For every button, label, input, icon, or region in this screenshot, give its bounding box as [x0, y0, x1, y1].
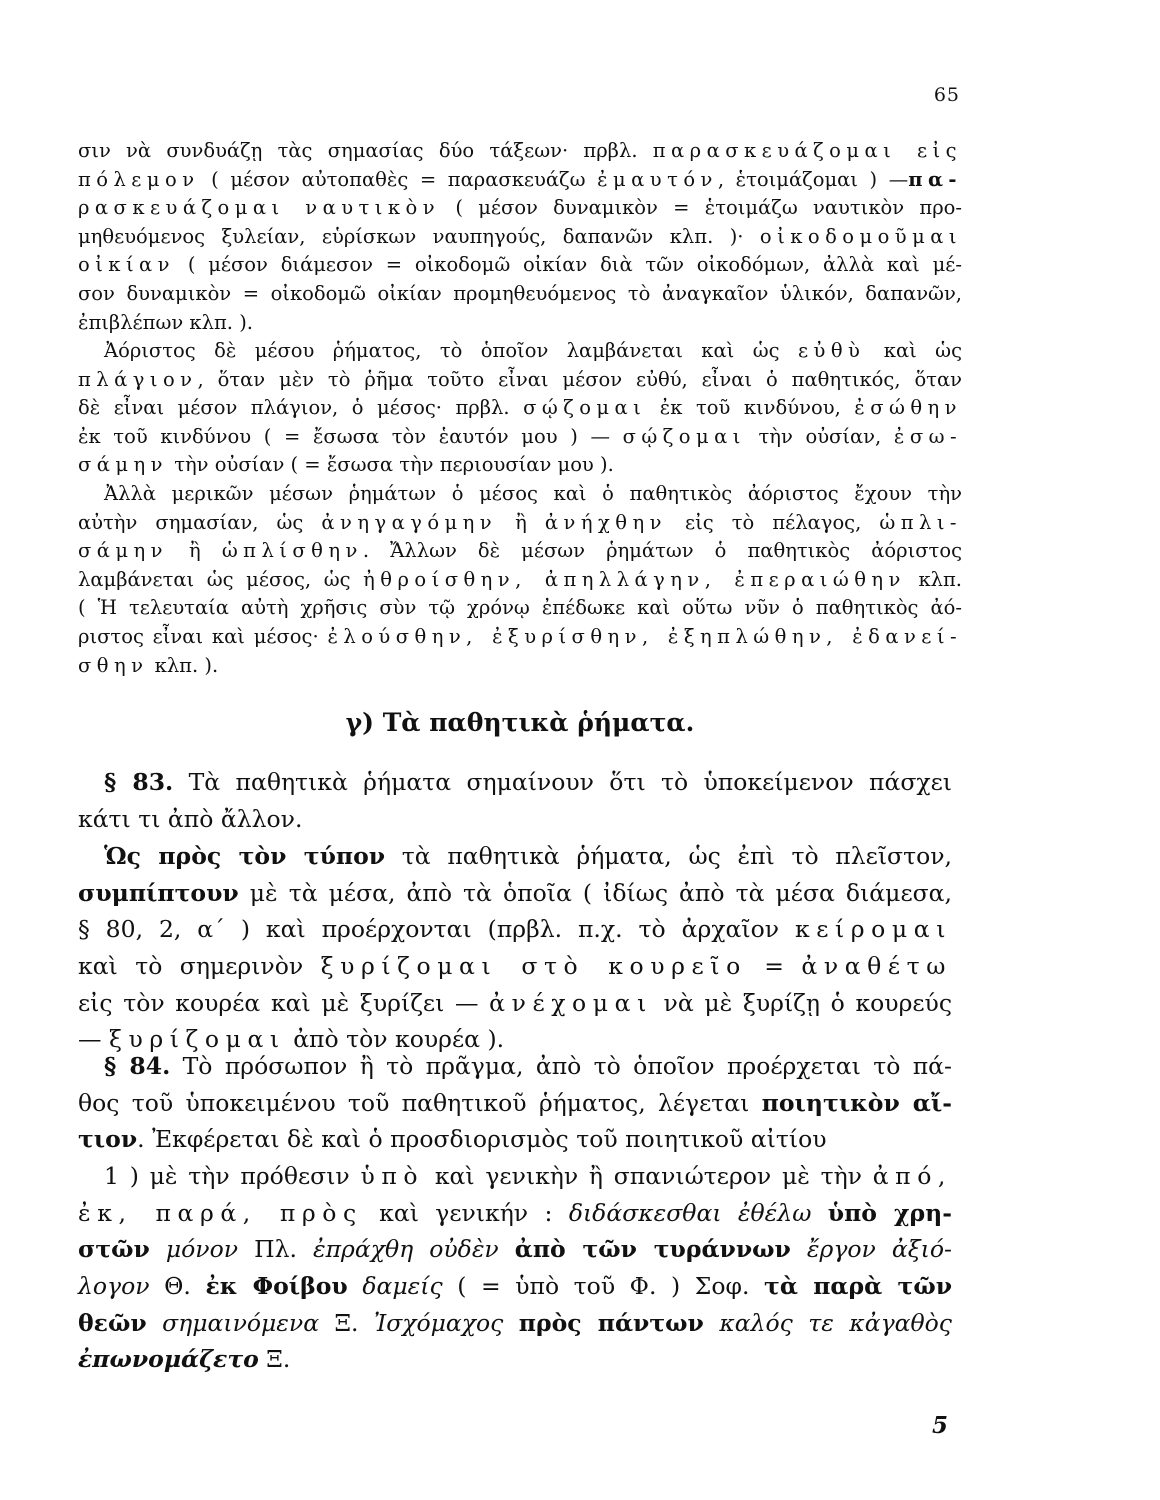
text-line: πόλεμον ( μέσον αὐτοπαθὲς = παρασκευάζω ἐμαυτόν, ἑτοιμάζομαι ) —πα- [78, 167, 962, 191]
text-line: § 83. Τὰ παθητικὰ ῥήματα σημαίνουν ὅτι τὸ ὑποκείμενον πάσχει [104, 768, 952, 796]
text-line: οἰκίαν ( μέσον διάμεσον = οἰκοδομῶ οἰκίαν διὰ τῶν οἰκοδόμων, ἀλλὰ καὶ μέ- [78, 253, 962, 277]
section-83 [78, 764, 952, 837]
text-line: § 80, 2, α΄ ) καὶ προέρχονται (πρβλ. π.χ. τὸ ἀρχαῖον κείρομαι [78, 915, 952, 944]
text-line: θεῶν σημαινόμενα Ξ. Ἰσχόμαχος πρὸς πάντων καλός τε κἀγαθὸς [78, 1308, 952, 1337]
text-line: Ἀόριστος δὲ μέσου ῥήματος, τὸ ὁποῖον λαμβάνεται καὶ ὡς εὐθὺ καὶ ὡς [104, 339, 962, 362]
agent-item-1 [78, 1158, 952, 1378]
text-line: ἐπιβλέπων κλπ. ). [78, 310, 253, 334]
text-line: δὲ εἶναι μέσον πλάγιον, ὁ μέσος· πρβλ. σῴζομαι ἐκ τοῦ κινδύνου, ἐσώθην [78, 396, 962, 420]
text-line: πλάγιον, ὅταν μὲν τὸ ῥῆμα τοῦτο εἶναι μέσον εὐθύ, εἶναι ὁ παθητικός, ὅταν [78, 367, 962, 391]
passive-form-paragraph [78, 838, 952, 1058]
text-line: Ἀλλὰ μερικῶν μέσων ῥημάτων ὁ μέσος καὶ ὁ παθητικὸς ἀόριστος ἔχουν τὴν [104, 482, 962, 505]
text-line: συμπίπτουν μὲ τὰ μέσα, ἀπὸ τὰ ὁποῖα ( ἰδίως ἀπὸ τὰ μέσα διάμεσα, [78, 878, 952, 907]
text-line: λογον Θ. ἐκ Φοίβου δαμείς ( = ὑπὸ τοῦ Φ. ) Σοφ. τὰ παρὰ τῶν [78, 1272, 953, 1301]
text-line: στῶν μόνον Πλ. ἐπράχθη οὐδὲν ἀπὸ τῶν τυράννων ἔργον ἀξιό- [78, 1235, 952, 1264]
text-line: σάμην τὴν οὐσίαν ( = ἔσωσα τὴν περιουσίαν μου ). [78, 453, 614, 477]
page-number: 65 [933, 84, 960, 106]
text-line: ( Ἡ τελευταία αὐτὴ χρῆσις σὺν τῷ χρόνῳ ἐπέδωκε καὶ οὕτω νῦν ὁ παθητικὸς ἀό- [78, 596, 962, 620]
text-line: κάτι τι ἀπὸ ἄλλον. [78, 804, 303, 833]
text-line: αὐτὴν σημασίαν, ὡς ἀνηγαγόμην ἢ ἀνήχθην εἰς τὸ πέλαγος, ὡπλι- [78, 510, 962, 534]
text-line: ἐπωνομάζετο Ξ. [78, 1345, 291, 1374]
text-line: § 84. Τὸ πρόσωπον ἢ τὸ πρᾶγμα, ἀπὸ τὸ ὁποῖον προέρχεται τὸ πά- [104, 1052, 952, 1080]
text-line: 1 ) μὲ τὴν πρόθεσιν ὑπὸ καὶ γενικὴν ἢ σπανιώτερον μὲ τὴν ἀπό, [104, 1162, 952, 1190]
text-line: σάμην ἢ ὡπλίσθην. Ἄλλων δὲ μέσων ῥημάτων ὁ παθητικὸς ἀόριστος [78, 539, 962, 563]
text-line: σθην κλπ. ). [78, 653, 219, 677]
middle-voice-paragraph [78, 137, 962, 337]
text-line: λαμβάνεται ὡς μέσος, ὡς ἠθροίσθην, ἀπηλλάγην, ἐπεραιώθην κλπ. [78, 567, 963, 591]
section-heading: γ) Τὰ παθητικὰ ῥήματα. [345, 708, 695, 737]
signature-mark: 5 [931, 1412, 948, 1439]
text-line: θος τοῦ ὑποκειμένου τοῦ παθητικοῦ ῥήματος, λέγεται ποιητικὸν αἴ- [78, 1088, 953, 1117]
text-line: ριστος εἶναι καὶ μέσος· ἐλούσθην, ἐξυρίσθην, ἐξηπλώθην, ἐδανεί- [78, 624, 962, 648]
text-line: ρασκευάζομαι ναυτικὸν ( μέσον δυναμικὸν = ἑτοιμάζω ναυτικὸν προ- [78, 196, 962, 220]
text-line: μηθευόμενος ξυλείαν, εὑρίσκων ναυπηγούς, δαπανῶν κλπ. )· οἰκοδομοῦμαι [78, 224, 962, 248]
text-line: Ὡς πρὸς τὸν τύπον τὰ παθητικὰ ῥήματα, ὡς ἐπὶ τὸ πλεῖστον, [104, 842, 952, 870]
aorist-paragraph [78, 337, 962, 480]
section-84 [78, 1048, 952, 1158]
section-label: § 84. [104, 1052, 171, 1080]
text-line: εἰς τὸν κουρέα καὶ μὲ ξυρίζει — ἀνέχομαι νὰ μὲ ξυρίζῃ ὁ κουρεύς [78, 988, 953, 1017]
text-line: σον δυναμικὸν = οἰκοδομῶ οἰκίαν προμηθευόμενος τὸ ἀναγκαῖον ὑλικόν, δαπανῶν, [78, 281, 962, 305]
text-line: σιν νὰ συνδυάζῃ τὰς σημασίας δύο τάξεων· πρβλ. παρασκευάζομαι εἰς [78, 139, 962, 162]
text-line: καὶ τὸ σημερινὸν ξυρίζομαι στὸ κουρεῖο = ἀναθέτω [78, 952, 952, 981]
text-line: — ξυρίζομαι ἀπὸ τὸν κουρέα ). [78, 1025, 505, 1054]
deponent-aorist-paragraph [78, 480, 962, 680]
text-line: ἐκ τοῦ κινδύνου ( = ἔσωσα τὸν ἑαυτόν μου ) — σῴζομαι τὴν οὐσίαν, ἐσω- [78, 424, 962, 448]
text-line: τιον. Ἐκφέρεται δὲ καὶ ὁ προσδιορισμὸς τοῦ ποιητικοῦ αἰτίου [78, 1125, 827, 1154]
text-line: ἐκ, παρά, πρὸς καὶ γενικήν : διδάσκεσθαι ἐθέλω ὑπὸ χρη- [78, 1198, 952, 1227]
section-label: § 83. [104, 768, 174, 796]
